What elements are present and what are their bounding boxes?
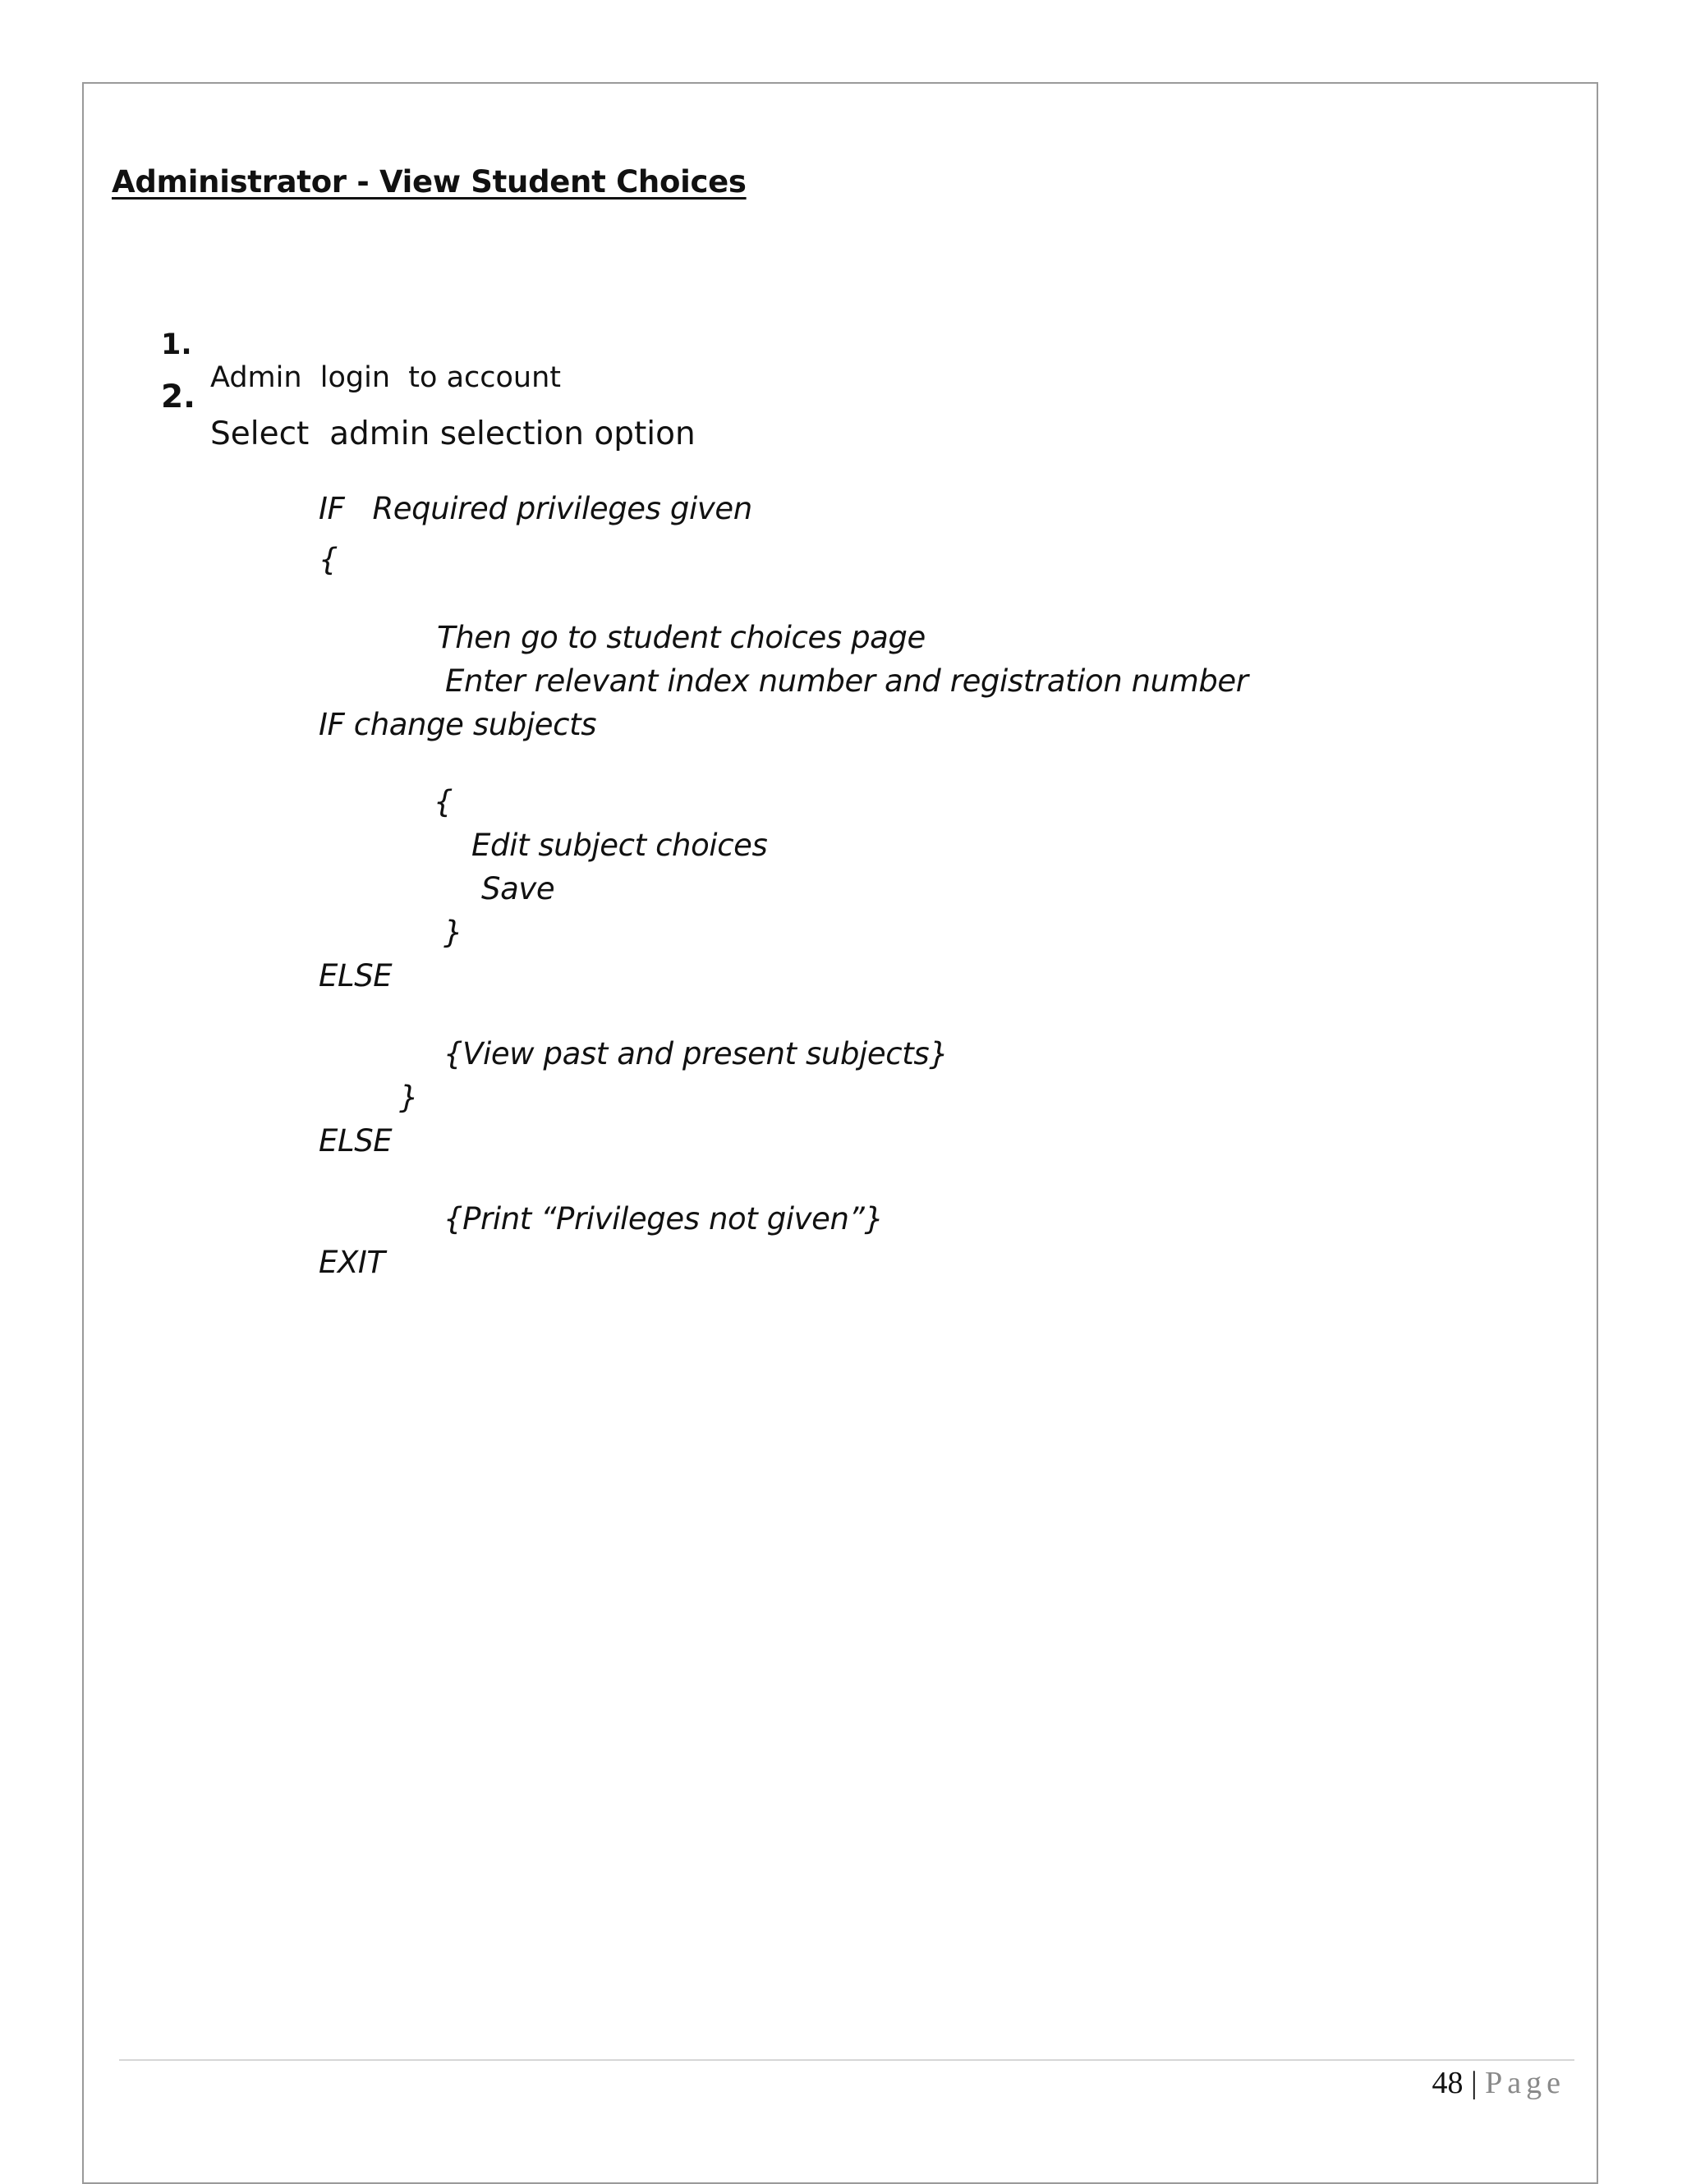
footer-divider	[119, 2059, 1574, 2061]
pseudo-line-goto-choices: Then go to student choices page	[437, 620, 926, 655]
page-footer	[1432, 2065, 1565, 2101]
pseudo-line-else-2: ELSE	[319, 1123, 393, 1159]
pseudo-line-view-subjects: {View past and present subjects}	[443, 1036, 949, 1071]
pseudo-line-save: Save	[481, 871, 555, 906]
pseudo-line-if-privileges: IF Required privileges given	[319, 491, 752, 526]
step-number: 1.	[161, 328, 192, 361]
page-label: Page	[1485, 2066, 1565, 2100]
pseudo-line-open-brace: {	[319, 542, 338, 577]
pseudo-line-inner-close-brace: }	[443, 915, 463, 950]
step-text: Select admin selection option	[210, 415, 696, 452]
footer-separator: |	[1471, 2066, 1477, 2100]
step-number: 2.	[161, 379, 195, 415]
page-heading: Administrator - View Student Choices	[112, 164, 747, 200]
pseudo-line-exit: EXIT	[319, 1245, 385, 1280]
pseudo-line-if-change: IF change subjects	[319, 707, 597, 742]
pseudo-line-close-brace: }	[399, 1080, 419, 1115]
pseudo-line-print-message: {Print “Privileges not given”}	[443, 1201, 884, 1237]
page-number: 48	[1432, 2066, 1464, 2100]
pseudo-line-edit-choices: Edit subject choices	[471, 828, 768, 863]
step-text: Admin login to account	[210, 361, 562, 394]
pseudo-line-enter-index: Enter relevant index number and registration number	[445, 663, 1248, 699]
page-border	[82, 82, 1598, 2184]
pseudo-line-inner-open-brace: {	[434, 784, 453, 819]
pseudo-line-else: ELSE	[319, 958, 393, 993]
